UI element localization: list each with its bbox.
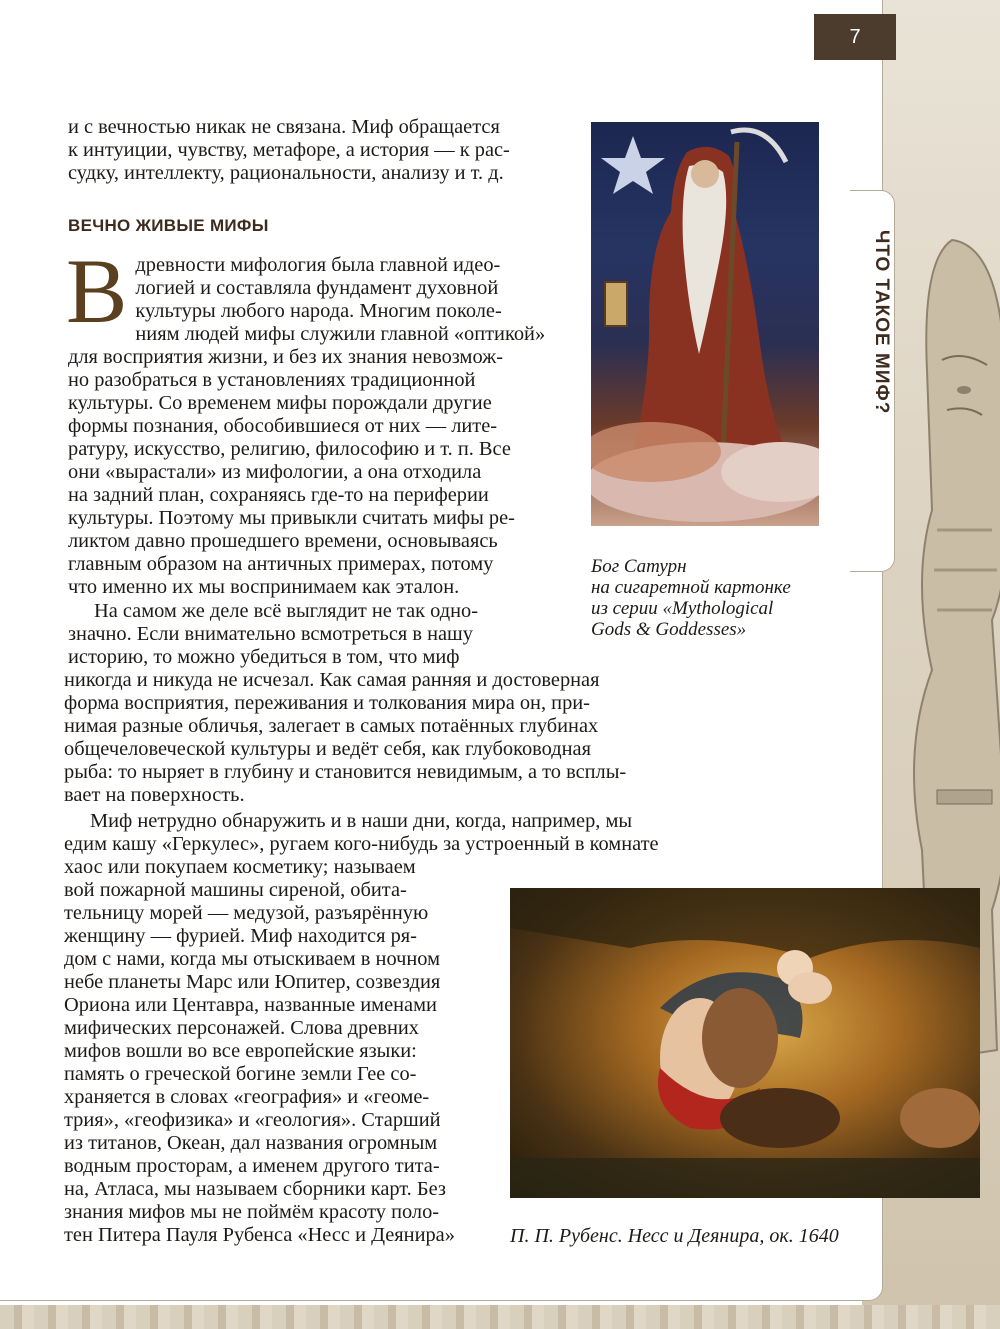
text-line: Ориона или Центавра, названные именами: [64, 994, 437, 1016]
caption-line: на сигаретной картонке: [591, 577, 791, 598]
caption-line: из серии «Mythological: [591, 598, 774, 619]
text-line: к интуиции, чувству, метафоре, а история — к рас-: [68, 139, 510, 161]
text-line: На самом же деле всё выглядит не так одно-: [94, 600, 479, 622]
text-line: тен Питера Пауля Рубенса «Несс и Деянира»: [64, 1224, 455, 1246]
text-line: культуры. Поэтому мы привыкли считать мифы ре-: [68, 507, 515, 529]
text-line: для восприятия жизни, и без их знания невозмож-: [68, 346, 504, 368]
text-line: общечеловеческой культуры и ведёт себя, как глубоководная: [64, 738, 591, 760]
text-line: дом с нами, когда мы отыскиваем в ночном: [64, 948, 440, 970]
text-line: значно. Если внимательно всмотреться в нашу: [68, 623, 473, 645]
intro-paragraph: [68, 116, 562, 185]
text-line: нимая разные обличья, залегает в самых потаённых глубинах: [64, 715, 599, 737]
text-line: на задний план, сохраняясь где-то на периферии: [68, 484, 489, 506]
text-line: мифических персонажей. Слова древних: [64, 1017, 420, 1039]
text-line: судку, интеллекту, рациональности, анализу и т. д.: [68, 162, 504, 184]
rubens-painting-image: [510, 888, 980, 1198]
saturn-illustration: [591, 122, 819, 526]
text-line: едим кашу «Геркулес», ругаем кого-нибудь за устроенный в комнате: [64, 833, 659, 855]
text-line: ликтом давно прошедшего времени, основываясь: [68, 530, 498, 552]
rubens-illustration: [510, 888, 980, 1198]
text-line: память о греческой богине земли Гее со-: [64, 1063, 417, 1085]
text-line: из титанов, Океан, дал названия огромным: [64, 1132, 438, 1154]
paragraph-3-wide: [64, 810, 726, 856]
text-line: древности мифология была главной идео-: [135, 254, 501, 276]
text-line: но разобраться в установлениях традиционной: [68, 369, 476, 391]
bottom-decor-strip: [0, 1305, 1000, 1329]
text-line: историю, то можно убедиться в том, что миф: [68, 646, 460, 668]
text-line: никогда и никуда не исчезал. Как самая ранняя и достоверная: [64, 669, 600, 691]
text-line: они «вырастали» из мифологии, а она отходила: [68, 461, 482, 483]
saturn-caption: [591, 556, 831, 640]
text-line: водным просторам, а именем другого тита-: [64, 1155, 440, 1177]
paragraph-2-narrow: [68, 600, 562, 669]
caption-line: Gods & Goddesses»: [591, 619, 747, 640]
text-line: что именно их мы воспринимаем как эталон.: [68, 576, 460, 598]
text-line: вает на поверхность.: [64, 784, 245, 806]
text-line: небе планеты Марс или Юпитер, созвездия: [64, 971, 441, 993]
text-line: трия», «геофизика» и «геология». Старший: [64, 1109, 441, 1131]
text-line: главным образом на античных примерах, потому: [68, 553, 494, 575]
section-heading: ВЕЧНО ЖИВЫЕ МИФЫ: [68, 216, 269, 235]
text-line: форма восприятия, переживания и толкования мира он, при-: [64, 692, 590, 714]
text-line: вой пожарной машины сиреной, обита-: [64, 879, 407, 901]
text-line: культуры. Со временем мифы порождали другие: [68, 392, 492, 414]
paragraph-1: [66, 240, 562, 599]
star-icon: [601, 136, 665, 194]
text-line: мифов вошли во все европейские языки:: [64, 1040, 417, 1062]
text-line: Миф нетрудно обнаружить и в наши дни, когда, например, мы: [90, 810, 633, 832]
rubens-caption: П. П. Рубенс. Несс и Деянира, ок. 1640: [510, 1225, 839, 1247]
page-number: 7: [814, 14, 896, 60]
text-line: ратуру, искусство, религию, философию и т. п. Все: [68, 438, 511, 460]
paragraph-3-narrow: [64, 856, 484, 1247]
text-line: культуры любого народа. Многим поколе-: [135, 300, 502, 322]
caption-line: Бог Сатурн: [591, 556, 687, 577]
text-line: формы познания, обособившиеся от них — лите-: [68, 415, 498, 437]
text-line: логией и составляла фундамент духовной: [135, 277, 499, 299]
text-line: хаос или покупаем косметику; называем: [64, 856, 416, 878]
text-line: ниям людей мифы служили главной «оптикой»: [135, 323, 546, 345]
text-line: женщину — фурией. Миф находится ря-: [64, 925, 417, 947]
text-line: на, Атласа, мы называем сборники карт. Без: [64, 1178, 446, 1200]
text-line: и с вечностью никак не связана. Миф обращается: [68, 116, 500, 138]
text-line: знания мифов мы не поймём красоту поло-: [64, 1201, 440, 1223]
chapter-tab-label: ЧТО ТАКОЕ МИФ?: [871, 230, 892, 415]
text-line: тельницу морей — медузой, разъярённую: [64, 902, 429, 924]
text-line: храняется в словах «география» и «геоме-: [64, 1086, 430, 1108]
paragraph-2-wide: [64, 669, 726, 807]
text-line: рыба: то ныряет в глубину и становится невидимым, а то всплы-: [64, 761, 627, 783]
saturn-card-image: [591, 122, 819, 526]
drop-cap: В: [66, 240, 128, 342]
